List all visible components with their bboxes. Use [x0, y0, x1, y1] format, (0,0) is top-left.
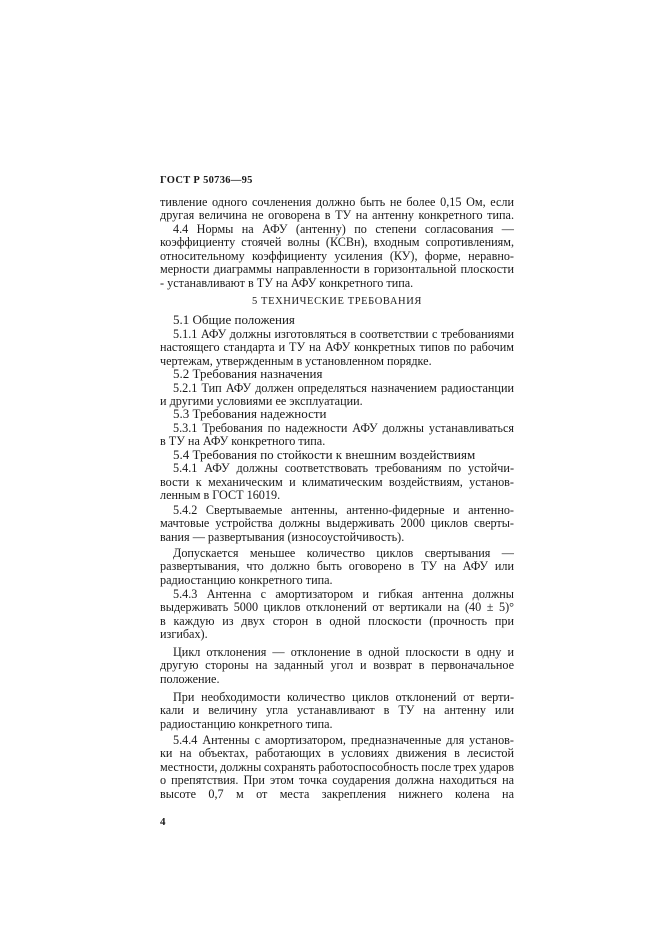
text-line-content: 5.4.2 Свертываемые антенны, антенно-фидерные и антенно-: [173, 503, 514, 517]
text-line: [160, 573, 514, 587]
text-line: [160, 559, 514, 573]
text-line: [160, 672, 514, 686]
subsection-heading: [173, 407, 514, 421]
text-line-content: другую стороны на заданный угол и возврат в первоначальное: [160, 658, 514, 672]
text-line-content: местности, должны сохранять работоспособность после трех ударов: [160, 760, 514, 774]
text-line: [160, 475, 514, 489]
text-line-content: 5.3 Требования надежности: [173, 406, 327, 421]
text-line: [160, 600, 514, 614]
text-line-content: Цикл отклонения — отклонение в одной плоскости в одну и: [173, 645, 514, 659]
text-line: [173, 503, 514, 517]
text-line: [173, 222, 514, 236]
text-line-content: мерности диаграммы направленности в горизонтальной плоскости: [160, 262, 514, 276]
text-line-content: 5 ТЕХНИЧЕСКИЕ ТРЕБОВАНИЯ: [251, 296, 423, 307]
text-line: [173, 546, 514, 560]
text-line: [173, 421, 514, 435]
subsection-heading: [173, 313, 514, 327]
text-line-content: коэффициенту стоячей волны (КСВн), входным сопротивлениям,: [160, 235, 514, 249]
text-line: [160, 627, 514, 641]
text-line-content: 4.4 Нормы на АФУ (антенну) по степени согласования —: [173, 222, 514, 236]
page-number: 4: [160, 816, 166, 828]
text-line: [160, 773, 514, 787]
text-line-content: выдерживать 5000 циклов отклонений от вертикали на (40 ± 5)°: [160, 600, 514, 614]
text-line: [173, 733, 514, 747]
text-line-content: 5.2.1 Тип АФУ должен определяться назначением радиостанции: [173, 381, 514, 395]
text-line: [160, 195, 514, 209]
text-line-content: мачтовые устройства должны выдерживать 2000 циклов сверты-: [160, 516, 514, 530]
text-line: [160, 276, 514, 290]
text-line-content: изгибах).: [160, 627, 208, 641]
text-line-content: и другими условиями ее эксплуатации.: [160, 394, 363, 408]
text-line-content: в каждую из двух сторон в одной плоскости (прочность при: [160, 614, 514, 628]
text-line: [173, 645, 514, 659]
text-line-content: положение.: [160, 672, 220, 686]
text-line-content: ленным в ГОСТ 16019.: [160, 488, 281, 502]
text-line-content: другая величина не оговорена в ТУ на антенну конкретного типа.: [160, 208, 514, 222]
text-line-content: вости к механическим и климатическим воздействиям, установ-: [160, 475, 514, 489]
text-line: [173, 587, 514, 601]
text-line-content: радиостанцию конкретного типа.: [160, 573, 333, 587]
text-line-content: относительному коэффициенту усиления (КУ), форме, неравно-: [160, 249, 514, 263]
text-line-content: 5.4.3 Антенна с амортизатором и гибкая антенна должны: [173, 587, 514, 601]
text-line-content: чертежам, утвержденным в установленном порядке.: [160, 354, 432, 368]
text-line: [160, 208, 514, 222]
text-line: [160, 760, 514, 774]
text-line-content: в ТУ на АФУ конкретного типа.: [160, 434, 326, 448]
text-line: [160, 658, 514, 672]
text-line: [160, 746, 514, 760]
text-line-content: 5.4.1 АФУ должны соответствовать требованиям по устойчи-: [173, 461, 514, 475]
text-line-content: 5.2 Требования назначения: [173, 366, 323, 381]
subsection-heading: [173, 367, 514, 381]
text-line: [160, 787, 514, 801]
text-line-content: 5.3.1 Требования по надежности АФУ должны устанавливаться: [173, 421, 514, 435]
text-line-content: тивление одного сочленения должно быть не более 0,15 Ом, если: [160, 195, 514, 209]
text-line: [173, 381, 514, 395]
text-line: [173, 461, 514, 475]
text-line: [160, 530, 514, 544]
document-header: ГОСТ Р 50736—95: [160, 175, 253, 186]
text-line-content: Допускается меньшее количество циклов свертывания —: [173, 546, 514, 560]
text-line: [160, 235, 514, 249]
text-line: [173, 690, 514, 704]
text-line: [160, 516, 514, 530]
text-line: [160, 703, 514, 717]
text-line-content: радиостанцию конкретного типа.: [160, 717, 333, 731]
text-line: [160, 340, 514, 354]
text-line-content: вания — развертывания (износоустойчивость).: [160, 530, 405, 544]
subsection-heading: [173, 448, 514, 462]
text-line-content: кали и величину угла устанавливают в ТУ на антенну или: [160, 703, 514, 717]
text-line: [160, 717, 514, 731]
text-line: [160, 262, 514, 276]
section-heading: [160, 295, 514, 309]
text-line-content: При необходимости количество циклов отклонений от верти-: [173, 690, 514, 704]
text-line: [160, 249, 514, 263]
text-line-content: 5.4 Требования по стойкости к внешним воздействиям: [173, 447, 476, 462]
text-line-content: настоящего стандарта и ТУ на АФУ конкретных типов по рабочим: [160, 340, 514, 354]
text-line-content: развертывания, что должно быть оговорено в ТУ на АФУ или: [160, 559, 514, 573]
text-line-content: 5.4.4 Антенны с амортизатором, предназначенные для установ-: [173, 733, 514, 747]
text-line-content: 5.1.1 АФУ должны изготовляться в соответствии с требованиями: [173, 327, 514, 341]
text-line-content: - устанавливают в ТУ на АФУ конкретного типа.: [160, 276, 414, 290]
text-line: [160, 614, 514, 628]
text-line-content: 5.1 Общие положения: [173, 312, 295, 327]
text-line: [173, 327, 514, 341]
text-line: [160, 434, 514, 448]
text-line-content: ки на объектах, работающих в условиях движения в лесистой: [160, 746, 514, 760]
text-line-content: о препятствия. При этом точка соударения должна находиться на: [160, 773, 514, 787]
text-line: [160, 488, 514, 502]
text-line-content: высоте 0,7 м от места закрепления нижнего колена на: [160, 787, 514, 801]
